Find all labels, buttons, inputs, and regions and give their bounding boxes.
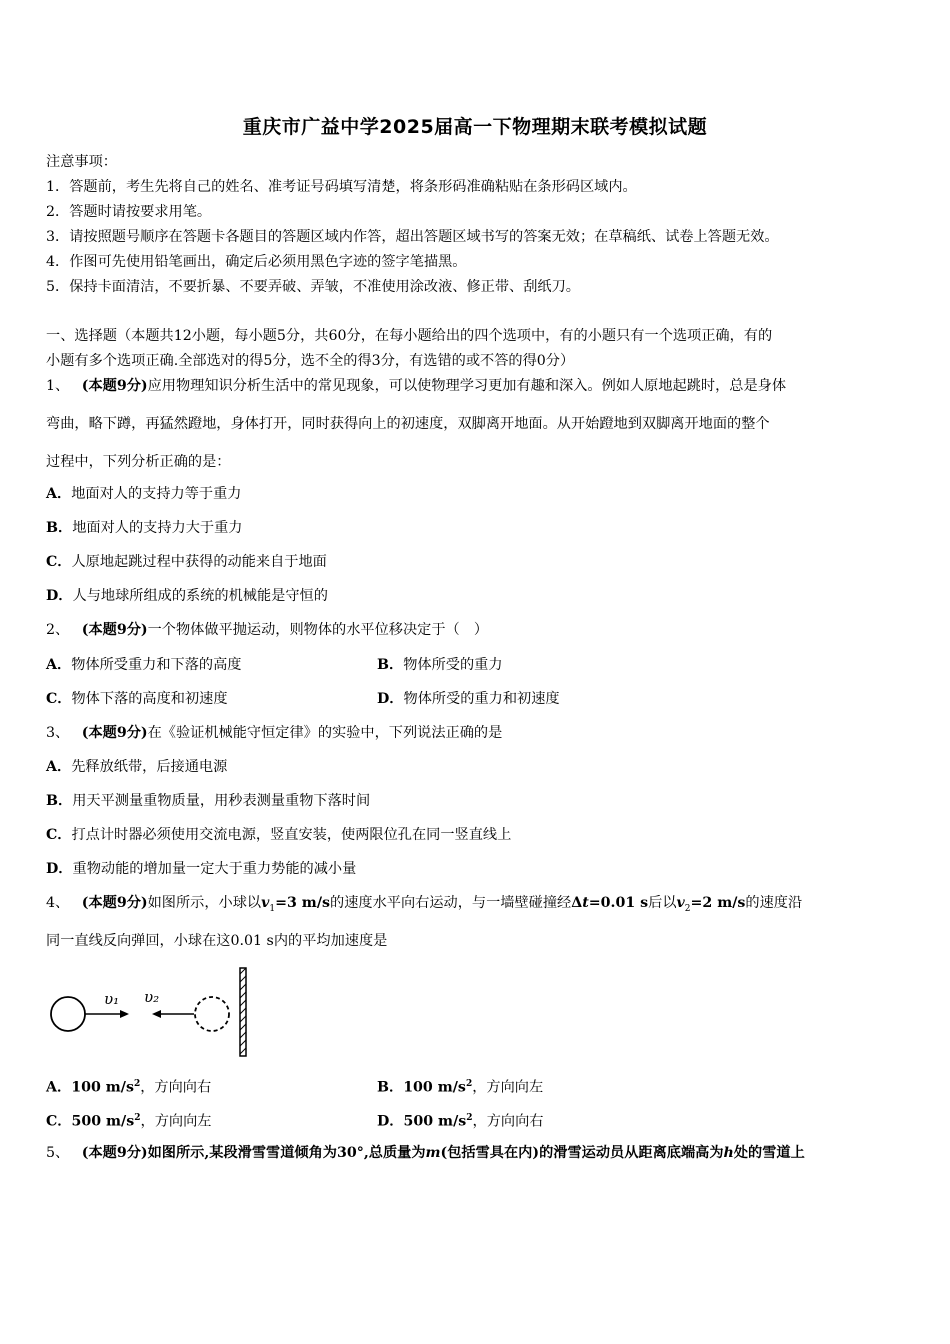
option-label: C．: [46, 1113, 72, 1130]
option-text: 物体所受重力和下落的高度: [71, 657, 242, 673]
question-number: 5、: [46, 1145, 70, 1161]
note-item: 5．保持卡面清洁，不要折暴、不要弄破、弄皱，不准使用涂改液、修正带、刮纸刀。: [46, 279, 580, 295]
option-d[interactable]: [377, 1108, 543, 1132]
question-number: 3、: [46, 725, 70, 741]
option-text: 地面对人的支持力等于重力: [71, 486, 242, 502]
section-instructions-line2: 小题有多个选项正确.全部选对的得5分，选不全的得3分，有选错的或不答的得0分）: [46, 353, 575, 369]
option-text: 人原地起跳过程中获得的动能来自于地面: [71, 554, 327, 570]
question-1-line1: [46, 376, 786, 396]
question-text: 如图所示，小球以: [147, 895, 262, 911]
option-label: C．: [46, 554, 72, 570]
note-item: 1．答题前，考生先将自己的姓名、准考证号码填写清楚，将条形码准确粘贴在条形码区域内。: [46, 179, 637, 195]
option-label: B．: [377, 657, 404, 673]
arrow-right-head: [120, 1010, 129, 1018]
question-score: (本题9分): [81, 1145, 148, 1161]
superscript: 2: [134, 1113, 141, 1123]
label-v1: υ₁: [104, 990, 120, 1008]
note-item: 3．请按照题号顺序在答题卡各题目的答题区域内作答，超出答题区域书写的答案无效；在草稿纸、试卷上答题无效。: [46, 229, 779, 245]
question-3-line1: [46, 723, 502, 743]
velocity-symbol: v: [676, 895, 685, 911]
option-label: A．: [46, 759, 72, 775]
option-text: 物体所受的重力和初速度: [403, 691, 560, 707]
option-c[interactable]: [46, 1108, 211, 1132]
question-text: (包括雪具在内)的滑雪运动员从距离底端高为: [440, 1145, 724, 1161]
question-1-line3: 过程中，下列分析正确的是：: [46, 454, 231, 470]
option-text: 先释放纸带，后接通电源: [71, 759, 228, 775]
subscript: 2: [684, 903, 691, 914]
option-b[interactable]: [46, 791, 370, 811]
question-5-line1: [46, 1143, 805, 1163]
subscript: 1: [269, 903, 276, 914]
option-d[interactable]: [46, 586, 328, 606]
delta-symbol: Δ: [571, 895, 583, 911]
value: =3 m/s: [275, 895, 330, 911]
question-score: (本题9分): [81, 378, 148, 394]
value: =2 m/s: [690, 895, 746, 911]
option-text: 人与地球所组成的系统的机械能是守恒的: [72, 588, 328, 604]
question-1-line2: 弯曲，略下蹲，再猛然蹬地，身体打开，同时获得向上的初速度，双脚离开地面。从开始蹬地到双脚离开地面的整个: [46, 416, 770, 432]
option-label: D．: [377, 691, 404, 707]
question-number: 2、: [46, 622, 70, 638]
option-value: 100 m/s: [71, 1079, 134, 1096]
question-text: 如图所示,某段滑雪雪道倾角为30°,总质量为: [147, 1145, 426, 1161]
height-symbol: h: [723, 1145, 734, 1161]
option-direction: ，方向向右: [140, 1079, 212, 1096]
arrow-left-head: [152, 1010, 161, 1018]
option-direction: ，方向向右: [472, 1113, 544, 1130]
option-direction: ，方向向左: [140, 1113, 212, 1130]
ball-wall-figure: [46, 962, 266, 1062]
question-text: 后以: [648, 895, 677, 911]
question-text: 一个物体做平抛运动，则物体的水平位移决定于（ ）: [147, 622, 489, 638]
question-text: 应用物理知识分析生活中的常见现象，可以使物理学习更加有趣和深入。例如人原地起跳时，总是身体: [147, 378, 787, 394]
superscript: 2: [133, 1079, 141, 1089]
option-text: 地面对人的支持力大于重力: [72, 520, 243, 536]
option-direction: ，方向向左: [472, 1079, 544, 1096]
superscript: 2: [466, 1113, 473, 1123]
option-value: 500 m/s: [71, 1113, 135, 1130]
option-text: 打点计时器必须使用交流电源，竖直安装，使两限位孔在同一竖直线上: [71, 827, 512, 843]
option-b[interactable]: [377, 1074, 543, 1098]
option-c[interactable]: [46, 552, 327, 572]
question-4-line1: [46, 893, 802, 919]
option-b[interactable]: [377, 655, 503, 675]
note-item: 2．答题时请按要求用笔。: [46, 204, 212, 220]
option-label: B．: [46, 520, 73, 536]
option-label: D．: [46, 588, 73, 604]
option-a[interactable]: [46, 484, 241, 504]
note-item: 4．作图可先使用铅笔画出，确定后必须用黑色字迹的签字笔描黑。: [46, 254, 467, 270]
question-number: 1、: [46, 378, 70, 394]
question-score: (本题9分): [81, 895, 148, 911]
option-b[interactable]: [46, 518, 242, 538]
option-label: D．: [46, 861, 73, 877]
option-c[interactable]: [46, 689, 228, 709]
value: =0.01 s: [588, 895, 649, 911]
option-label: C．: [46, 827, 72, 843]
question-number: 4、: [46, 895, 70, 911]
question-text: 的速度沿: [745, 895, 803, 911]
option-label: A．: [46, 486, 72, 502]
time-symbol: t: [582, 895, 589, 911]
option-label: D．: [377, 1113, 404, 1130]
option-label: A．: [46, 657, 72, 673]
option-a[interactable]: [46, 655, 241, 675]
option-label: C．: [46, 691, 72, 707]
question-4-line2: 同一直线反向弹回，小球在这0.01 s内的平均加速度是: [46, 933, 388, 949]
option-text: 物体下落的高度和初速度: [71, 691, 228, 707]
question-text: 处的雪道上: [733, 1145, 805, 1161]
option-value: 500 m/s: [403, 1113, 467, 1130]
option-d[interactable]: [377, 689, 560, 709]
option-label: B．: [377, 1079, 404, 1096]
velocity-symbol: v: [261, 895, 270, 911]
option-a[interactable]: [46, 1074, 211, 1098]
question-score: (本题9分): [81, 725, 148, 741]
option-c[interactable]: [46, 825, 511, 845]
question-2-line1: [46, 620, 488, 640]
option-text: 重物动能的增加量一定大于重力势能的减小量: [72, 861, 357, 877]
question-text: 在《验证机械能守恒定律》的实验中，下列说法正确的是: [147, 725, 503, 741]
option-text: 用天平测量重物质量，用秒表测量重物下落时间: [72, 793, 371, 809]
exam-title: 重庆市广益中学2025届高一下物理期末联考模拟试题: [242, 116, 708, 138]
question-text: 的速度水平向右运动，与一墙壁碰撞经: [330, 895, 572, 911]
ball-dashed: [195, 997, 229, 1031]
option-label: A．: [46, 1079, 72, 1096]
section-instructions-line1: 一、选择题（本题共12小题，每小题5分，共60分，在每小题给出的四个选项中，有的小题只有一个选项正确，有的: [46, 328, 773, 344]
mass-symbol: m: [425, 1145, 441, 1161]
option-value: 100 m/s: [403, 1079, 466, 1096]
option-label: B．: [46, 793, 73, 809]
question-score: (本题9分): [81, 622, 148, 638]
option-d[interactable]: [46, 859, 356, 879]
label-v2: υ₂: [144, 988, 160, 1006]
option-text: 物体所受的重力: [403, 657, 503, 673]
option-a[interactable]: [46, 757, 227, 777]
ball-solid: [51, 997, 85, 1031]
superscript: 2: [465, 1079, 473, 1089]
notes-heading: 注意事项：: [46, 154, 117, 170]
